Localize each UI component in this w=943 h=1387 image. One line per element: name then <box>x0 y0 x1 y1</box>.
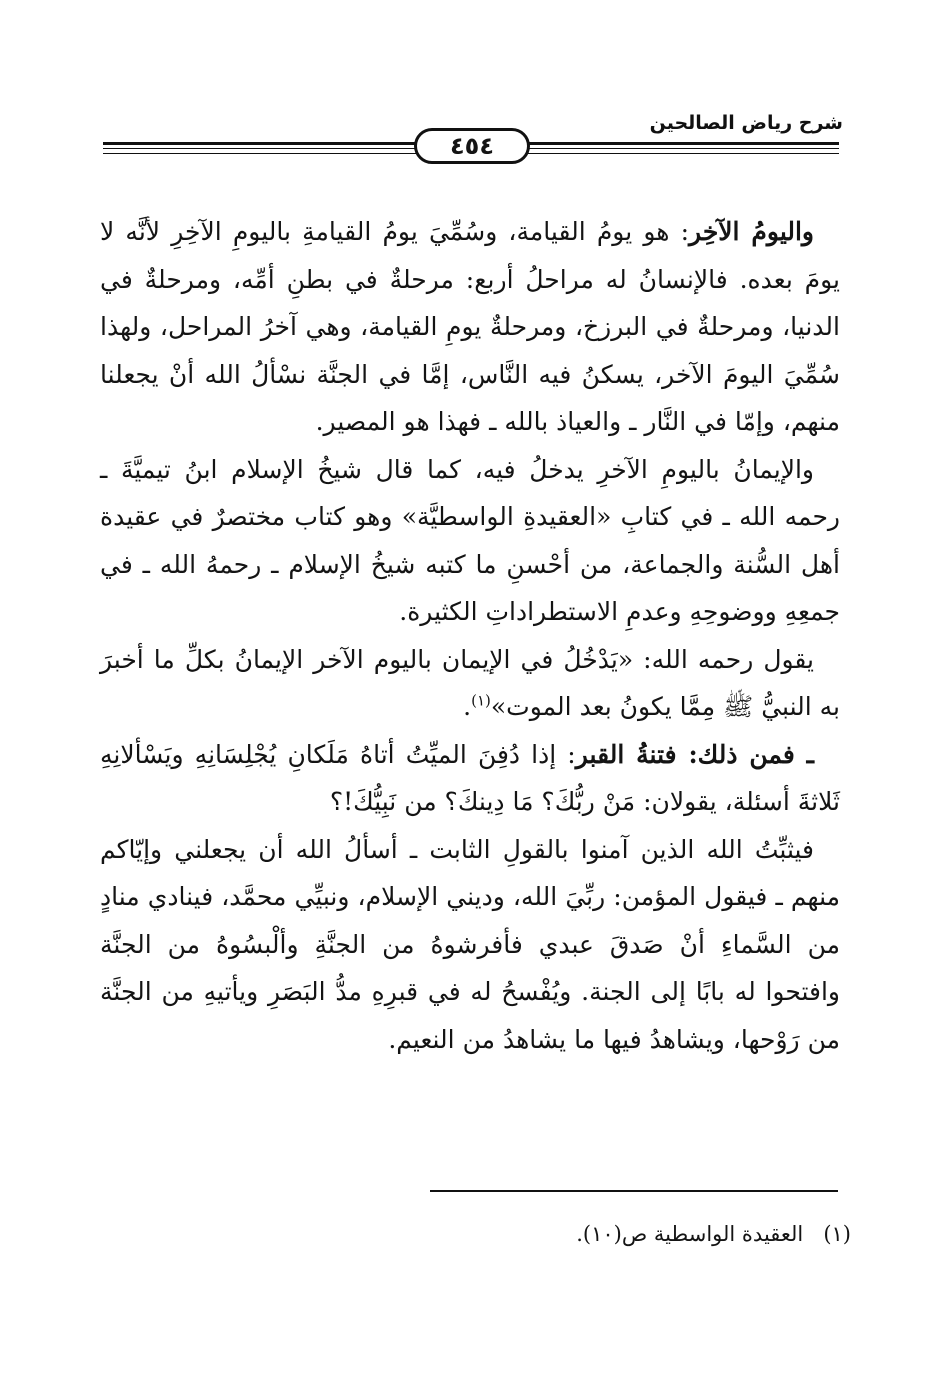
book-title: شرح رياض الصالحين <box>649 112 843 134</box>
paragraph-text: فيثبِّتُ الله الذين آمنوا بالقولِ الثابت ـ أسألُ الله أن يجعلني وإيّاكم منهم ـ فيقول المؤمن: ربِّيَ الله، وديني الإسلام، ونبيِّي محمَّد، فينادي منادٍ من السَّماءِ أنْ صَدقَ عبدي فأفرشوهُ من الجنَّةِ وألْبسُوهُ من الجنَّة وافتحوا له بابًا إلى الجنة. ويُفْسحُ له في قبرِهِ مدُّ البَصَرِ ويأتيهِ من الجنَّة من رَوْحها، ويشاهدُ فيها ما يشاهدُ من النعيم. <box>100 834 841 1054</box>
paragraph-end: . <box>463 692 472 721</box>
paragraph-text: : إذا دُفِنَ الميِّتُ أتاهُ مَلَكانِ يُجْلِسَانِهِ ويَسْألانِهِ ثَلاثةَ أسئلة، يقولان: مَنْ ربُّكَ؟ مَا دِينكَ؟ من نَبِيُّكَ!؟ <box>100 739 840 816</box>
term-heading: واليومُ الآخِر <box>689 217 814 246</box>
paragraph <box>100 208 840 446</box>
paragraph <box>100 731 840 826</box>
body-text <box>100 208 840 1063</box>
paragraph-text: : هو يومُ القيامة، وسُمِّيَ يومُ القيامةِ باليومِ الآخِرِ لأنَّه لا يومَ بعده. فالإنسانُ له مراحلُ أربع: مرحلةٌ في بطنِ أمِّه، ومرحلةٌ في الدنيا، ومرحلةٌ في البرزخ، ومرحلةٌ يومِ القيامة، وهي آخرُ المراحل، ولهذا سُمِّيَ اليومَ الآخر، يسكنُ فيه النَّاس، إمَّا في الجنَّة نسْألُ الله أنْ يجعلنا منهم، وإمّا في النَّار ـ والعياذ بالله ـ فهذا هو المصير. <box>100 217 840 436</box>
footnote <box>576 1222 851 1246</box>
page-number: ٤٥٤ <box>414 128 530 164</box>
footnote-number: (١) <box>823 1222 851 1246</box>
footnote-text: العقيدة الواسطية ص(١٠). <box>576 1222 804 1246</box>
paragraph <box>100 446 840 636</box>
paragraph-text: والإيمانُ باليومِ الآخرِ يدخلُ فيه، كما قال شيخُ الإسلام ابنُ تيميَّةَ ـ رحمه الله ـ في كتابِ «العقيدةِ الواسطيَّة» وهو كتاب مختصرٌ في عقيدة أهل السُّنة والجماعة، من أحْسنِ ما كتبه شيخُ الإسلام ـ رحمهُ الله ـ في جمعِهِ ووضوحِهِ وعدمِ الاستطراداتِ الكثيرة. <box>100 454 840 626</box>
paragraph-text: يقول رحمه الله: «يَدْخُلُ في الإيمان باليوم الآخر الإيمانُ بكلِّ ما أخبرَ به النبيُّ ﷺ مِمَّا يكونُ بعد الموت» <box>100 644 840 721</box>
term-heading: ـ فمن ذلك: فتنةُ القبر <box>575 739 814 769</box>
paragraph <box>100 826 840 1064</box>
footnote-ref: (١) <box>471 691 491 710</box>
footnote-divider <box>430 1190 838 1192</box>
page-header <box>0 0 943 190</box>
paragraph <box>100 636 840 731</box>
